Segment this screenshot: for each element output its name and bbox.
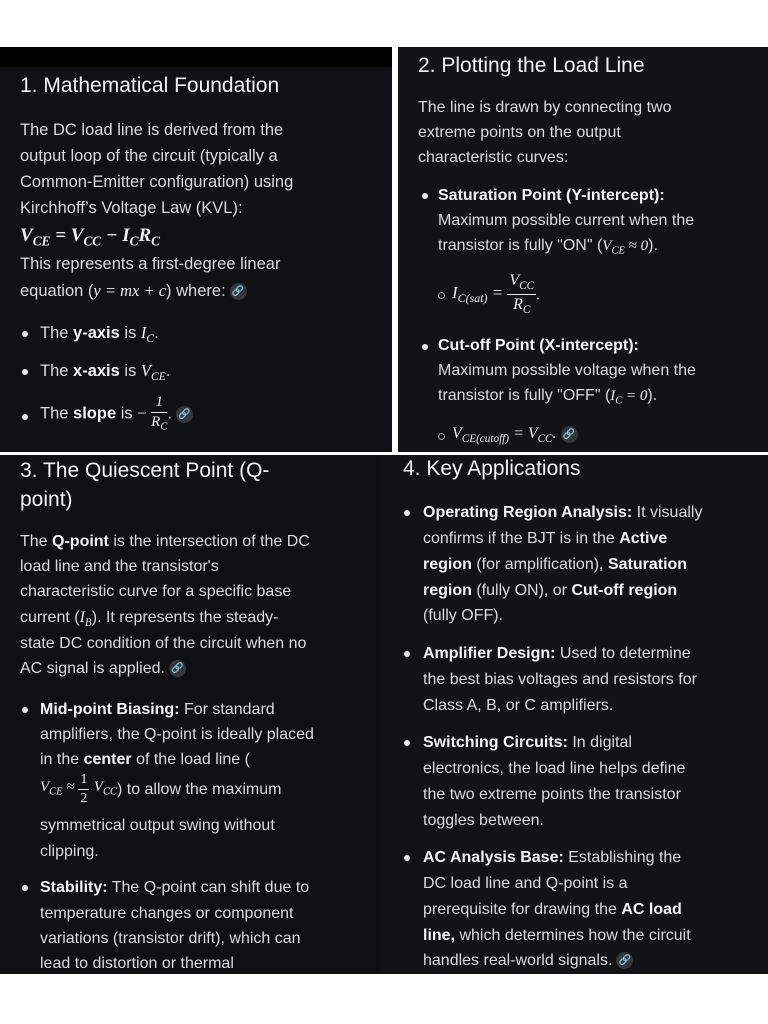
section-title: 2. Plotting the Load Line — [418, 54, 645, 77]
app-line: electronics, the load line helps define — [423, 760, 686, 777]
intro-line: extreme points on the output — [418, 124, 621, 141]
bullet-dot — [404, 855, 410, 861]
bullet-dot — [22, 885, 28, 891]
bullet-x-axis: The x-axis is $V_{CE}$. — [40, 361, 171, 384]
app-line: prerequisite for drawing the AC load — [423, 901, 682, 918]
app-line: the best bias voltages and resistors for — [423, 671, 697, 688]
app-line: AC Analysis Base: Establishing the — [423, 849, 682, 866]
saturation-formula: $I_{C(sat)}$ = $\frac{V_{CC}}{R_C}$ . — [452, 272, 541, 317]
app-line: DC load line and Q-point is a — [423, 875, 628, 892]
bullet-slope: The slope is − $\frac{1}{R_C}$ . 🔗 — [40, 395, 193, 433]
link-icon[interactable]: 🔗 — [616, 952, 633, 969]
app-line: region (for amplification), Saturation — [423, 556, 688, 573]
stability-line: variations (transistor drift), which can — [40, 930, 301, 947]
midpoint-line: amplifiers, the Q-point is ideally placed — [40, 726, 314, 743]
bullet-dot — [404, 510, 410, 516]
link-icon[interactable]: 🔗 — [561, 426, 578, 443]
app-line: the two extreme points the transistor — [423, 786, 681, 803]
intro-line: The DC load line is derived from the — [20, 121, 284, 139]
bullet-y-axis: The y-axis is $I_C$. — [40, 323, 159, 346]
section-plotting-load-line — [398, 47, 768, 452]
bullet-dot — [404, 651, 410, 657]
intro-line: characteristic curve for a specific base — [20, 583, 292, 600]
intro-line: current $(I_B)$. It represents the steady- — [20, 609, 279, 629]
cutoff-label: Cut-off Point (X-intercept): — [438, 337, 639, 354]
link-icon[interactable]: 🔗 — [169, 660, 186, 677]
intro-line: state DC condition of the circuit when no — [20, 635, 307, 652]
bullet-dot — [22, 331, 28, 337]
bullet-dot — [422, 193, 428, 199]
link-icon[interactable]: 🔗 — [230, 283, 247, 300]
intro-line: output loop of the circuit (typically a — [20, 147, 278, 165]
stability-line: Stability: The Q-point can shift due to — [40, 879, 310, 896]
intro-line: characteristic curves: — [418, 149, 569, 166]
section-title: 3. The Quiescent Point (Q- — [20, 459, 270, 482]
cutoff-formula: $V_{CE(cutoff)} = V_{CC}$. 🔗 — [452, 425, 578, 445]
app-line: Operating Region Analysis: It visually — [423, 504, 703, 521]
bullet-dot — [22, 414, 28, 420]
represents-line: This represents a first-degree linear — [20, 255, 281, 273]
app-line: handles real-world signals. 🔗 — [423, 948, 633, 973]
midpoint-line: in the center of the load line ( — [40, 751, 250, 768]
sub-bullet-circle — [438, 433, 445, 440]
intro-line: load line and the transistor's — [20, 558, 219, 575]
intro-line: AC signal is applied. 🔗 — [20, 656, 186, 681]
section-title: 4. Key Applications — [403, 457, 581, 480]
intro-line: Kirchhoff’s Voltage Law (KVL): — [20, 199, 243, 217]
app-line: confirms if the BJT is in the Active — [423, 530, 668, 547]
bullet-dot — [22, 369, 28, 375]
top-strip — [0, 47, 392, 67]
app-line: Class A, B, or C amplifiers. — [423, 697, 614, 714]
stability-line: temperature changes or component — [40, 905, 294, 922]
intro-line: Common-Emitter configuration) using — [20, 173, 294, 191]
cutoff-text: transistor is fully "OFF" $(I_C = 0)$. — [438, 387, 658, 407]
stability-line: lead to distortion or thermal — [40, 955, 234, 972]
equation-line: equation (y = mx + c) where: 🔗 — [20, 278, 247, 304]
app-line: region (fully ON), or Cut-off region — [423, 582, 678, 599]
bullet-dot — [422, 344, 428, 350]
saturation-label: Saturation Point (Y-intercept): — [438, 187, 665, 204]
intro-line: The Q-point is the intersection of the DC — [20, 533, 310, 550]
saturation-text: transistor is fully "ON" $(V_{CE} \approx 0)$. — [438, 237, 658, 257]
section-title: 1. Mathematical Foundation — [20, 74, 280, 97]
app-line: line, which determines how the circuit — [423, 927, 691, 944]
slope-fraction: $\frac{1}{R_C}$ — [151, 394, 168, 433]
sub-bullet-circle — [438, 292, 445, 299]
section-mathematical-foundation — [0, 47, 392, 452]
kvl-equation: $V_{CE} = V_{CC} - I_CR_C$ — [20, 225, 161, 249]
cutoff-text: Maximum possible voltage when the — [438, 362, 696, 379]
midpoint-line: symmetrical output swing without — [40, 817, 275, 834]
midpoint-formula-line: $V_{CE}$ ≈ $\frac{1}{2}$ $V_{CC}$) to allow the maximum — [40, 772, 282, 806]
section-key-applications — [382, 455, 768, 974]
midpoint-line: clipping. — [40, 843, 99, 860]
section-title: point) — [20, 488, 73, 511]
saturation-text: Maximum possible current when the — [438, 212, 695, 229]
app-line: Switching Circuits: In digital — [423, 734, 632, 751]
app-line: toggles between. — [423, 812, 544, 829]
app-line: (fully OFF). — [423, 607, 503, 624]
bullet-dot — [22, 707, 28, 713]
intro-line: The line is drawn by connecting two — [418, 99, 672, 116]
app-line: Amplifier Design: Used to determine — [423, 645, 691, 662]
midpoint-line: Mid-point Biasing: For standard — [40, 701, 275, 718]
section-quiescent-point — [0, 455, 392, 974]
bullet-dot — [404, 740, 410, 746]
link-icon[interactable]: 🔗 — [176, 406, 193, 423]
